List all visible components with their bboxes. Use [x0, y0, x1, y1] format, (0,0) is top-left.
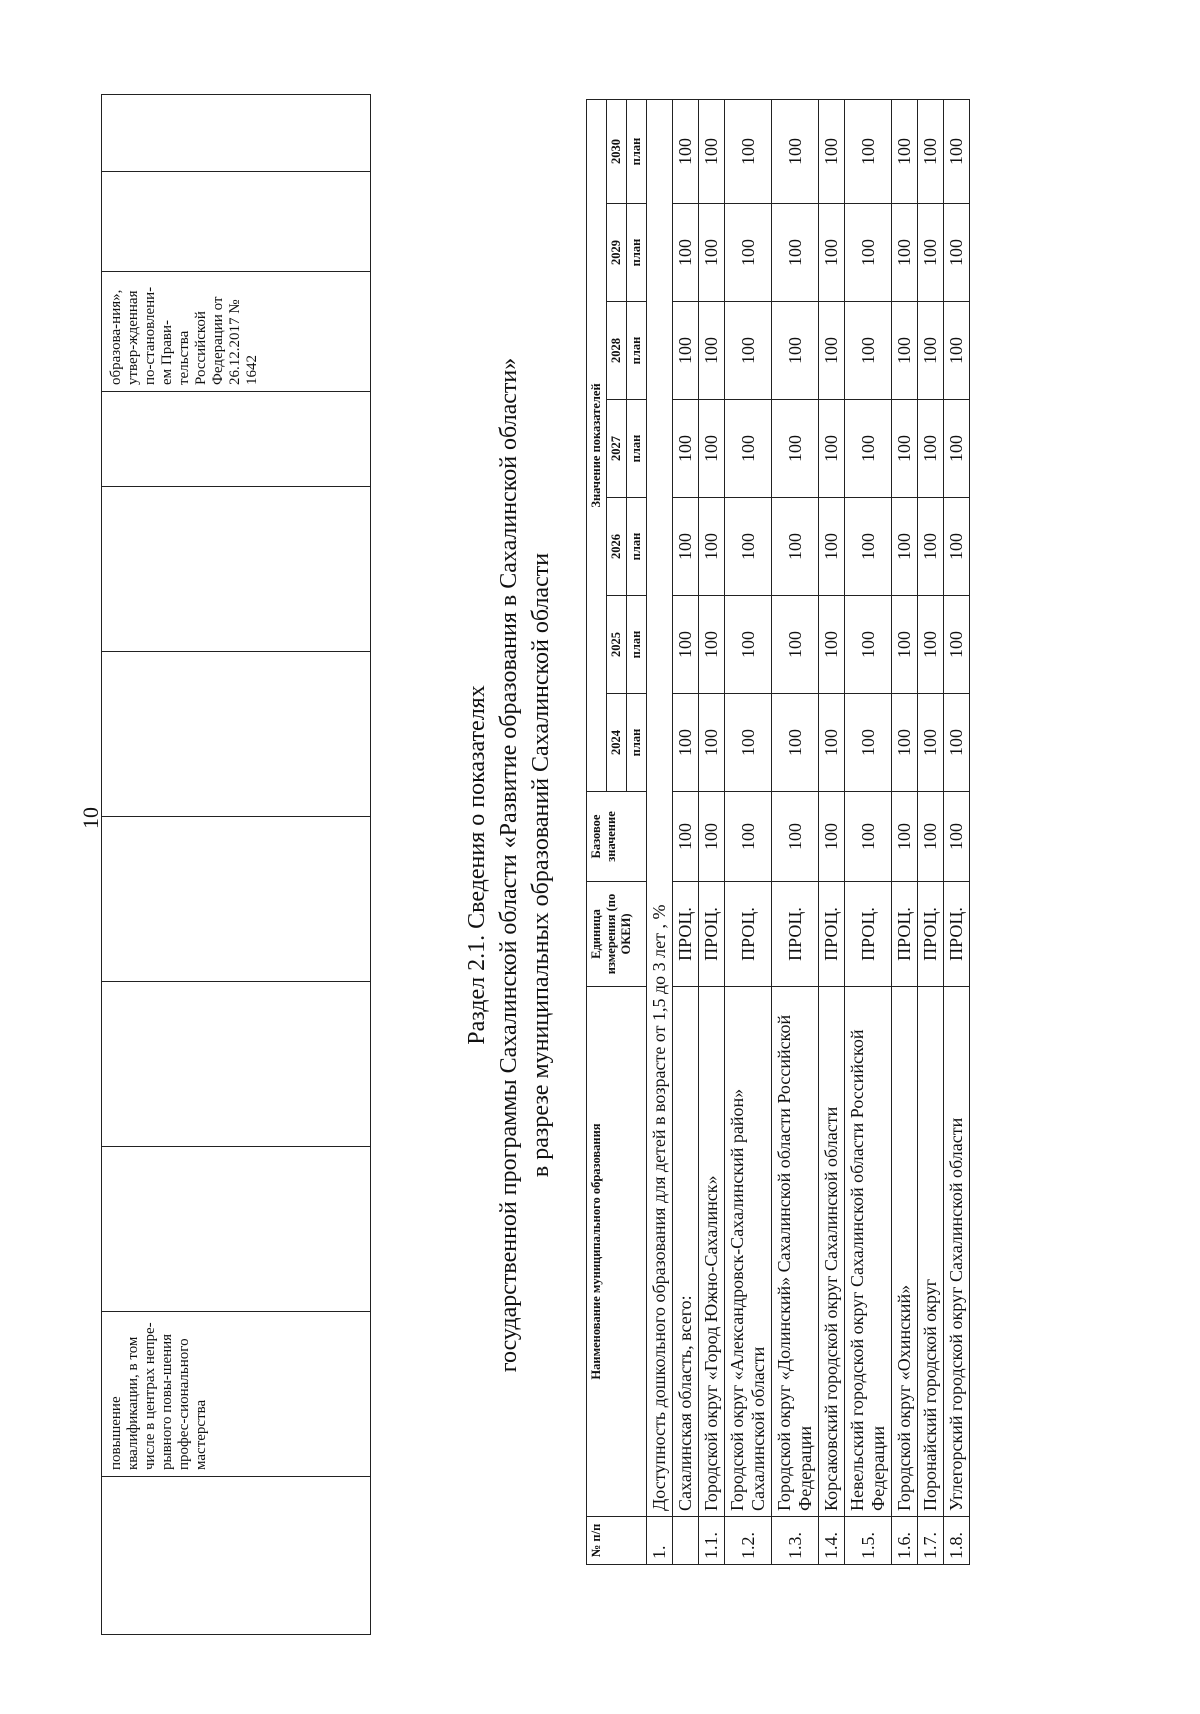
- table-row: [673, 99, 699, 1564]
- row-plan-value: 100: [699, 204, 725, 302]
- row-municipality: Сахалинская область, всего:: [673, 987, 699, 1517]
- row-municipality: Городской округ «Долинский» Сахалинской области Российской Федерации: [772, 987, 819, 1517]
- header-plan: план: [627, 99, 647, 203]
- row-plan-value: 100: [892, 400, 918, 498]
- continuation-cell-empty: [102, 1477, 371, 1635]
- row-plan-value: 100: [944, 400, 970, 498]
- heading-line-2: государственной программы Сахалинской области «Развитие образования в Сахалинской области»: [496, 357, 522, 1373]
- header-year: 2026: [607, 498, 627, 596]
- table-row: [944, 99, 970, 1564]
- row-num: [673, 1517, 699, 1565]
- table-row: [918, 99, 944, 1564]
- header-plan: план: [627, 302, 647, 400]
- row-plan-value: 100: [892, 694, 918, 792]
- continuation-cell-document: [102, 272, 371, 392]
- row-base-value: 100: [819, 792, 845, 882]
- row-plan-value: 100: [892, 99, 918, 203]
- header-num: № п/п: [587, 1517, 647, 1565]
- row-plan-value: 100: [918, 204, 944, 302]
- row-plan-value: 100: [819, 498, 845, 596]
- row-municipality: Городской округ «Александровск-Сахалинский район» Сахалинской области: [725, 987, 772, 1517]
- row-num: 1.5.: [845, 1517, 892, 1565]
- row-unit: ПРОЦ.: [845, 882, 892, 987]
- row-plan-value: 100: [944, 99, 970, 203]
- row-plan-value: 100: [819, 302, 845, 400]
- row-base-value: 100: [725, 792, 772, 882]
- header-year: 2028: [607, 302, 627, 400]
- row-plan-value: 100: [819, 400, 845, 498]
- header-unit: Единица измерения (по ОКЕИ): [587, 882, 647, 987]
- header-year: 2027: [607, 400, 627, 498]
- row-plan-value: 100: [725, 204, 772, 302]
- row-plan-value: 100: [918, 99, 944, 203]
- header-year: 2024: [607, 694, 627, 792]
- row-plan-value: 100: [944, 204, 970, 302]
- row-num: 1.1.: [699, 1517, 725, 1565]
- indicator-title: Доступность дошкольного образования для детей в возрасте от 1,5 до 3 лет , %: [647, 99, 673, 1516]
- row-municipality: Невельский городской округ Сахалинской области Российской Федерации: [845, 987, 892, 1517]
- table-row: [892, 99, 918, 1564]
- header-year: 2029: [607, 204, 627, 302]
- row-num: 1.4.: [819, 1517, 845, 1565]
- header-base: Базовое значение: [587, 792, 647, 882]
- row-plan-value: 100: [772, 99, 819, 203]
- row-plan-value: 100: [772, 302, 819, 400]
- row-base-value: 100: [944, 792, 970, 882]
- row-municipality: Поронайский городской округ: [918, 987, 944, 1517]
- row-plan-value: 100: [845, 204, 892, 302]
- row-plan-value: 100: [918, 596, 944, 694]
- row-plan-value: 100: [673, 498, 699, 596]
- row-plan-value: 100: [772, 694, 819, 792]
- header-values: Значение показателей: [587, 99, 607, 791]
- row-plan-value: 100: [673, 99, 699, 203]
- row-num: 1.8.: [944, 1517, 970, 1565]
- row-plan-value: 100: [944, 302, 970, 400]
- row-base-value: 100: [918, 792, 944, 882]
- header-plan: план: [627, 498, 647, 596]
- continuation-table: [101, 94, 371, 1635]
- row-unit: ПРОЦ.: [918, 882, 944, 987]
- row-plan-value: 100: [845, 400, 892, 498]
- row-plan-value: 100: [892, 596, 918, 694]
- row-plan-value: 100: [772, 400, 819, 498]
- row-municipality: Углегорский городской округ Сахалинской области: [944, 987, 970, 1517]
- row-base-value: 100: [892, 792, 918, 882]
- continuation-cell-qualification: [102, 1312, 371, 1477]
- row-plan-value: 100: [892, 302, 918, 400]
- continuation-document-text: образова-ния», утвер-жденная по-становлени-ем Прави-тельства Российской Федерации от 26.12.2017 № 1642: [108, 286, 260, 385]
- row-num: 1.2.: [725, 1517, 772, 1565]
- table-row: [772, 99, 819, 1564]
- row-plan-value: 100: [845, 596, 892, 694]
- rotated-page-content: [101, 95, 1111, 1635]
- row-unit: ПРОЦ.: [944, 882, 970, 987]
- row-plan-value: 100: [673, 302, 699, 400]
- table-row: [699, 99, 725, 1564]
- row-plan-value: 100: [845, 99, 892, 203]
- row-num: 1.7.: [918, 1517, 944, 1565]
- row-plan-value: 100: [819, 99, 845, 203]
- row-num: 1.3.: [772, 1517, 819, 1565]
- header-plan: план: [627, 694, 647, 792]
- header-plan: план: [627, 204, 647, 302]
- row-plan-value: 100: [725, 596, 772, 694]
- row-plan-value: 100: [725, 302, 772, 400]
- heading-line-1: Раздел 2.1. Сведения о показателях: [464, 685, 490, 1045]
- row-plan-value: 100: [892, 204, 918, 302]
- row-base-value: 100: [772, 792, 819, 882]
- page-number: 10: [78, 807, 103, 829]
- row-municipality: Корсаковский городской округ Сахалинской области: [819, 987, 845, 1517]
- row-base-value: 100: [699, 792, 725, 882]
- row-plan-value: 100: [699, 400, 725, 498]
- row-plan-value: 100: [845, 302, 892, 400]
- row-plan-value: 100: [892, 498, 918, 596]
- section-heading: [461, 95, 557, 1635]
- row-plan-value: 100: [772, 596, 819, 694]
- row-plan-value: 100: [819, 596, 845, 694]
- row-unit: ПРОЦ.: [673, 882, 699, 987]
- row-base-value: 100: [845, 792, 892, 882]
- row-plan-value: 100: [699, 302, 725, 400]
- row-municipality: Городской округ «Город Южно-Сахалинск»: [699, 987, 725, 1517]
- row-unit: ПРОЦ.: [725, 882, 772, 987]
- row-unit: ПРОЦ.: [819, 882, 845, 987]
- row-plan-value: 100: [918, 694, 944, 792]
- row-plan-value: 100: [673, 694, 699, 792]
- row-unit: ПРОЦ.: [699, 882, 725, 987]
- row-plan-value: 100: [673, 204, 699, 302]
- table-row: [725, 99, 772, 1564]
- row-plan-value: 100: [699, 498, 725, 596]
- table-row: [845, 99, 892, 1564]
- header-year: 2025: [607, 596, 627, 694]
- row-plan-value: 100: [772, 204, 819, 302]
- row-plan-value: 100: [772, 498, 819, 596]
- row-unit: ПРОЦ.: [892, 882, 918, 987]
- row-plan-value: 100: [944, 596, 970, 694]
- row-base-value: 100: [673, 792, 699, 882]
- row-plan-value: 100: [725, 694, 772, 792]
- header-plan: план: [627, 596, 647, 694]
- row-plan-value: 100: [918, 498, 944, 596]
- row-plan-value: 100: [725, 99, 772, 203]
- row-municipality: Городской округ «Охинский»: [892, 987, 918, 1517]
- row-plan-value: 100: [819, 204, 845, 302]
- indicator-num: 1.: [647, 1517, 673, 1565]
- row-plan-value: 100: [699, 694, 725, 792]
- row-plan-value: 100: [944, 694, 970, 792]
- row-plan-value: 100: [845, 498, 892, 596]
- table-row: [819, 99, 845, 1564]
- row-unit: ПРОЦ.: [772, 882, 819, 987]
- row-plan-value: 100: [845, 694, 892, 792]
- row-plan-value: 100: [725, 498, 772, 596]
- row-plan-value: 100: [918, 400, 944, 498]
- row-plan-value: 100: [699, 99, 725, 203]
- header-name: Наименование муниципального образования: [587, 987, 647, 1517]
- heading-line-3: в разрезе муниципальных образований Сахалинской области: [528, 552, 554, 1178]
- row-plan-value: 100: [944, 498, 970, 596]
- row-plan-value: 100: [699, 596, 725, 694]
- row-plan-value: 100: [673, 596, 699, 694]
- indicators-table: [586, 99, 970, 1565]
- indicator-row: [647, 99, 673, 1564]
- row-plan-value: 100: [819, 694, 845, 792]
- row-plan-value: 100: [673, 400, 699, 498]
- continuation-qualification-text: повышение квалификации, в том числе в центрах непре-рывного повы-шения профес-сионального мастерства: [108, 1322, 209, 1470]
- row-num: 1.6.: [892, 1517, 918, 1565]
- row-plan-value: 100: [918, 302, 944, 400]
- row-plan-value: 100: [725, 400, 772, 498]
- header-year: 2030: [607, 99, 627, 203]
- header-plan: план: [627, 400, 647, 498]
